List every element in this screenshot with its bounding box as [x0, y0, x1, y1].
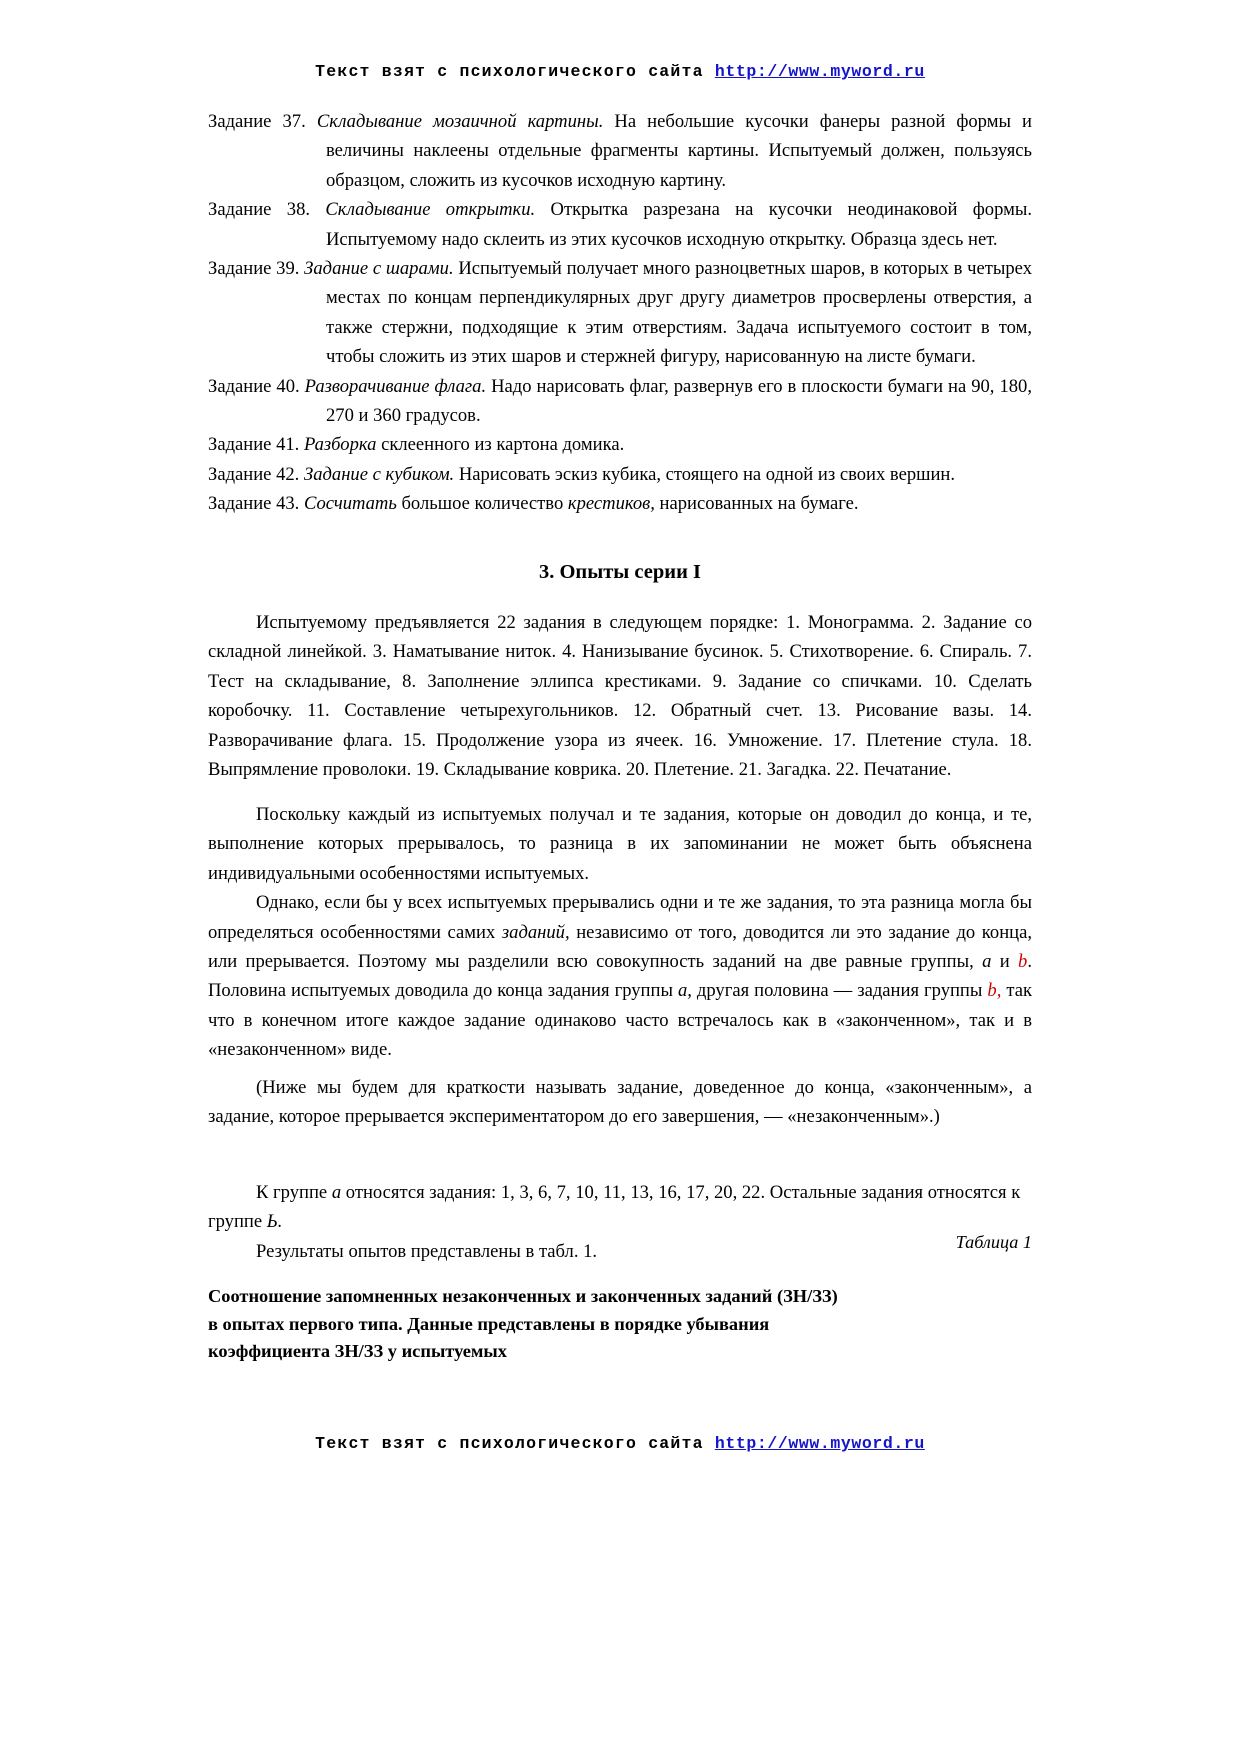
table-caption	[208, 1283, 1032, 1366]
task-item	[208, 372, 1032, 431]
paragraph-five	[208, 1178, 1032, 1237]
table-caption-line: Соотношение запомненных незаконченных и законченных заданий (ЗН/ЗЗ)	[208, 1286, 838, 1306]
p3-group-b-red2: b,	[987, 980, 1002, 1002]
p5-emphasis-group-a: а	[331, 1182, 342, 1203]
p3-part-d: . Половина испытуемых доводила до конца задания группы	[208, 951, 1032, 1002]
task-title-secondary: крестиков,	[567, 493, 655, 515]
task-label: Задание 41.	[208, 434, 300, 456]
table-number-label: Таблица 1	[955, 1232, 1032, 1252]
task-body: На небольшие кусочки фанеры разной формы и величины наклеены отдельные фрагменты картины. Испытуемый должен, пользуясь образцом, сложить из кусочков исходную картину.	[326, 111, 1032, 191]
p3-part-b: независимо от того, доводится ли это задание до конца, или прерывается. Поэтому мы разделили всю совокупность заданий на две равные группы,	[208, 921, 1032, 973]
intro-block	[208, 608, 1032, 784]
p5-emphasis-group-b: Ь.	[266, 1211, 283, 1233]
task-label: Задание 39.	[208, 258, 300, 280]
task-item	[208, 254, 1032, 372]
task-title: Задание с кубиком.	[303, 463, 455, 485]
task-body: Испытуемый получает много разноцветных шаров, в которых в четырех местах по концам перпендикулярных друг другу диаметров просверлены отверстия, а также стержни, подходящие к этим отверстиям. Задача испытуемого состоит в том, чтобы сложить из этих шаров и стержней фигуру, нарисованную на листе бумаги.	[326, 258, 1032, 368]
task-item	[208, 489, 1032, 518]
p3-emphasis-group-a2: а,	[677, 980, 692, 1002]
running-foot	[0, 1434, 1240, 1453]
p5-part-b: относятся задания: 1, 3, 6, 7, 10, 11, 13, 16, 17, 20, 22. Остальные задания относятся к группе	[208, 1182, 1021, 1233]
running-foot-text: Текст взят с психологического сайта	[315, 1434, 704, 1453]
paragraph-intro: Испытуемому предъявляется 22 задания в следующем порядке: 1. Монограмма. 2. Задание со складной линейкой. 3. Наматывание ниток. 4. Нанизывание бусинок. 5. Стихотворение. 6. Спираль. 7. Тест на складывание, 8. Заполнение эллипса крестиками. 9. Задание со спичками. 10. Сделать коробочку. 11. Составление четырехугольников. 12. Обратный счет. 13. Рисование вазы. 14. Разворачивание флага. 15. Продолжение узора из ячеек. 16. Умножение. 17. Плетение стула. 18. Выпрямление проволоки. 19. Складывание коврика. 20. Плетение. 21. Загадка. 22. Печатание.	[208, 612, 1032, 781]
p3-emphasis-group-a: а	[982, 951, 992, 973]
task-label: Задание 38.	[208, 199, 311, 221]
task-title: Складывание мозаичной картины.	[316, 111, 604, 132]
task-label: Задание 42.	[208, 463, 300, 485]
table-caption-line: в опытах первого типа. Данные представлены в порядке убывания	[208, 1313, 770, 1334]
running-head	[0, 62, 1240, 81]
p3-part-f: так что в конечном итоге каждое задание одинаково часто встречалось как в «законченном», так и в «незаконченном» виде.	[208, 980, 1032, 1061]
task-body-post: нарисованных на бумаге.	[654, 493, 859, 515]
task-body: Надо нарисовать флаг, развернув его в плоскости бумаги на 90, 180, 270 и 360 градусов.	[326, 375, 1032, 427]
task-label: Задание 40.	[208, 375, 300, 397]
task-body: Открытка разрезана на кусочки неодинаковой формы. Испытуемому надо склеить из этих кусочков исходную открытку. Образца здесь нет.	[326, 199, 1032, 250]
task-title: Разворачивание флага.	[304, 375, 487, 397]
p3-emphasis-zadanij: заданий,	[501, 921, 570, 943]
parenthetical-block	[208, 1073, 1032, 1132]
task-body: Нарисовать эскиз кубика, стоящего на одной из своих вершин.	[454, 463, 956, 485]
discussion-block	[208, 800, 1032, 1065]
task-label: Задание 43.	[208, 493, 300, 515]
paragraph-three	[208, 888, 1032, 1064]
task-title: Разборка	[303, 434, 377, 456]
task-item	[208, 460, 1032, 489]
running-head-url[interactable]: http://www.myword.ru	[714, 62, 925, 81]
task-title: Задание с шарами.	[304, 258, 454, 280]
p3-part-c: и	[991, 951, 1019, 973]
p3-part-e: другая половина — задания группы	[691, 980, 988, 1002]
section-heading: 3. Опыты серии I	[538, 561, 702, 583]
task-item	[208, 195, 1032, 254]
paragraph-two: Поскольку каждый из испытуемых получал и те задания, которые он доводил до конца, и те, выполнение которых прерывалось, то разница в их запоминании не может быть объяснена индивидуальными особенностями испытуемых.	[208, 804, 1032, 884]
task-body-pre: большое количество	[396, 493, 568, 515]
task-list	[208, 107, 1032, 519]
task-item	[208, 107, 1032, 195]
paragraph-six: Результаты опытов представлены в табл. 1.	[256, 1240, 598, 1262]
table-caption-line: коэффициента ЗН/ЗЗ у испытуемых	[208, 1341, 507, 1361]
task-title: Сосчитать	[303, 493, 397, 515]
task-body: склеенного из картона домика.	[376, 434, 625, 456]
task-item	[208, 430, 1032, 459]
task-label: Задание 37.	[208, 111, 306, 132]
running-head-text: Текст взят с психологического сайта	[315, 62, 704, 81]
running-foot-url[interactable]: http://www.myword.ru	[714, 1434, 925, 1453]
paragraph-four: (Ниже мы будем для краткости называть задание, доведенное до конца, «законченным», а задание, которое прерывается экспериментатором до его завершения, — «незаконченным».)	[208, 1077, 1032, 1128]
p3-part-a: Однако, если бы у всех испытуемых прерывались одни и те же задания, то эта разница могла бы определяться особенностями самих	[208, 892, 1032, 943]
p3-group-b-red: b	[1018, 951, 1028, 973]
p5-part-a: К группе	[256, 1182, 332, 1203]
task-title: Складывание открытки.	[325, 199, 536, 221]
